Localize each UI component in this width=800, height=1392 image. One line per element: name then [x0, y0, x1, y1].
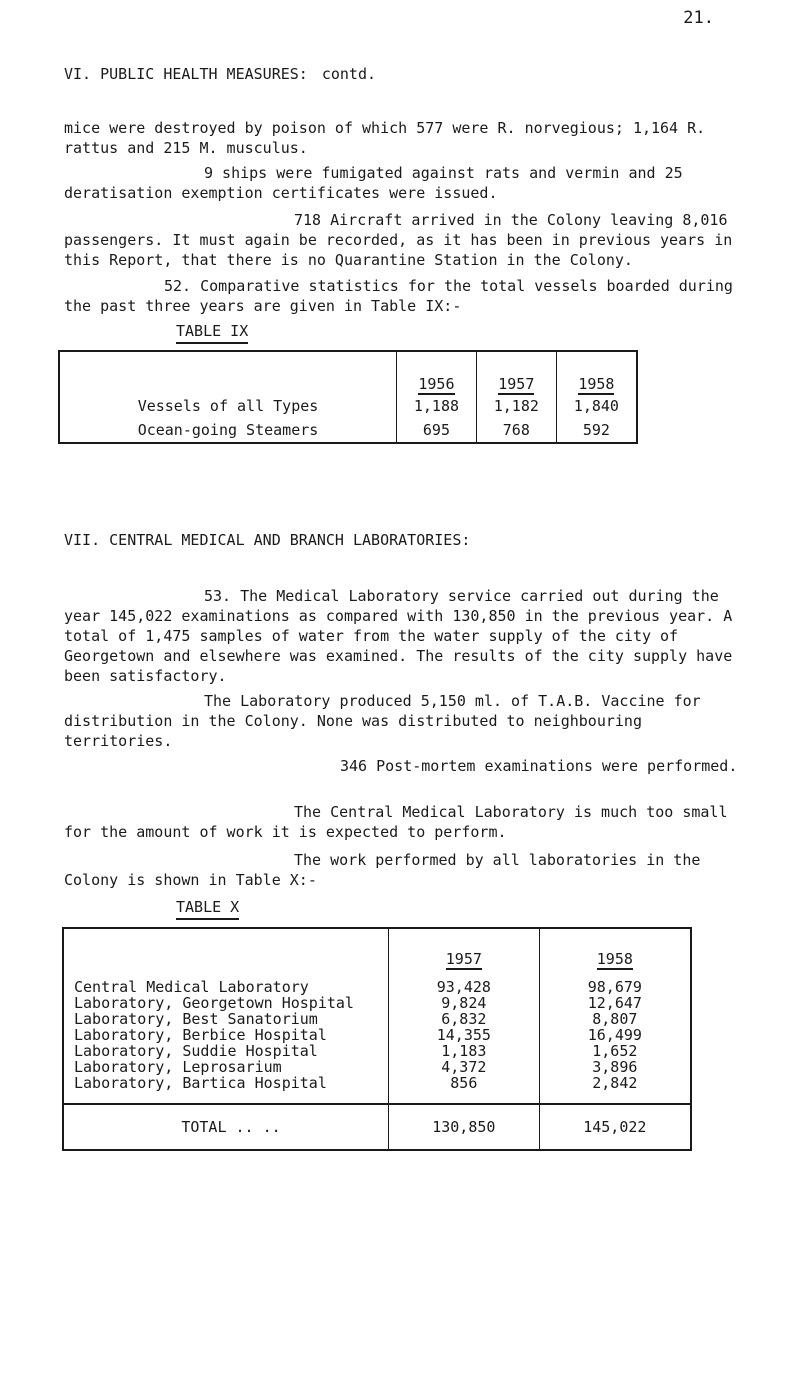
section-6-heading [64, 64, 376, 84]
section-7-paragraph-5: The work performed by all laboratories in the Colony is shown in Table X:- [64, 851, 701, 889]
table-10-cell: 16,499 [587, 1026, 642, 1044]
table-10-total-row [63, 1104, 691, 1150]
section-7-paragraph-3: 346 Post-mortem examinations were performed. [340, 757, 738, 775]
table-10-row-label: Laboratory, Suddie Hospital [74, 1042, 318, 1060]
table-9-col-header: 1956 [397, 351, 477, 394]
table-9-cell: 768 [476, 418, 556, 443]
table-9-header-row [59, 351, 637, 394]
table-10-cell: 12,647 [587, 994, 642, 1012]
table-10-total-cell: 145,022 [539, 1104, 691, 1150]
table-9 [58, 350, 638, 444]
section-6-paragraph-3: 718 Aircraft arrived in the Colony leaving 8,016 passengers. It must again be recorded, as it has been in previous years in this Report, that there is no Quarantine Station in the Colony. [64, 211, 733, 269]
table-10-total-cell: 130,850 [389, 1104, 540, 1150]
section-7-paragraph-2: The Laboratory produced 5,150 ml. of T.A.B. Vaccine for distribution in the Colony. None was distributed to neighbouring territories. [64, 692, 701, 750]
table-10-cell: 9,824 [441, 994, 487, 1012]
table-10-col-header: 1957 [389, 928, 540, 969]
table-10-cell: 8,807 [592, 1010, 638, 1028]
table-10-title-text: TABLE X [176, 898, 239, 920]
table-10-body [63, 969, 691, 1104]
table-10-col-1958 [539, 969, 691, 1104]
table-10-cell: 1,652 [592, 1042, 638, 1060]
table-9-col-header: 1957 [476, 351, 556, 394]
table-10-cell: 3,896 [592, 1058, 638, 1076]
table-10-col-header: 1958 [539, 928, 691, 969]
table-9-col-header: 1958 [556, 351, 637, 394]
table-10-title [176, 897, 239, 917]
section-6-paragraph-4: 52. Comparative statistics for the total vessels boarded during the past three years are given in Table IX:- [64, 277, 733, 315]
table-10-cell: 1,183 [441, 1042, 487, 1060]
table-10-row-label: Laboratory, Leprosarium [74, 1058, 282, 1076]
section-7-paragraph-4: The Central Medical Laboratory is much too small for the amount of work it is expected to perform. [64, 803, 728, 841]
section-7-title: VII. CENTRAL MEDICAL AND BRANCH LABORATORIES: [64, 531, 471, 549]
table-10 [62, 927, 692, 1151]
table-9-cell: 1,182 [476, 394, 556, 418]
section-7-paragraph-1: 53. The Medical Laboratory service carried out during the year 145,022 examinations as compared with 130,850 in the previous year. A total of 1,475 samples of water from the water supply of the city of Georgetown and elsewhere was examined. The results of the city supply have been satisfactory. [64, 587, 733, 685]
page-number: 21. [683, 8, 714, 28]
section-6-title: VI. PUBLIC HEALTH MEASURES: [64, 65, 308, 83]
table-10-row-label: Laboratory, Best Sanatorium [74, 1010, 318, 1028]
table-10-cell: 6,832 [441, 1010, 487, 1028]
table-10-cell: 14,355 [436, 1026, 491, 1044]
table-10-row-label: Central Medical Laboratory [74, 978, 309, 996]
table-10-corner [63, 928, 389, 969]
table-10-cell: 4,372 [441, 1058, 487, 1076]
table-10-labels [63, 969, 389, 1104]
section-6-paragraph-1: mice were destroyed by poison of which 577 were R. norvegious; 1,164 R. rattus and 215 M. musculus. [64, 119, 706, 157]
table-9-corner [59, 351, 397, 394]
table-10-cell: 856 [450, 1074, 478, 1092]
table-9-cell: 1,840 [556, 394, 637, 418]
table-9-row-label: Vessels of all Types [137, 397, 319, 415]
section-6-paragraph-2: 9 ships were fumigated against rats and vermin and 25 deratisation exemption certificates were issued. [64, 164, 683, 202]
section-6-contd: contd. [321, 65, 377, 83]
table-9-row-label: Ocean-going Steamers [137, 421, 319, 439]
table-9-cell: 1,188 [397, 394, 477, 418]
table-10-total-label: TOTAL .. .. [63, 1104, 389, 1150]
table-10-cell: 2,842 [592, 1074, 638, 1092]
table-9-row [59, 394, 637, 418]
table-10-col-1957 [389, 969, 540, 1104]
table-10-cell: 93,428 [436, 978, 491, 996]
section-7-heading [64, 530, 470, 550]
table-9-title [176, 321, 248, 341]
table-10-header-row [63, 928, 691, 969]
table-10-cell: 98,679 [587, 978, 642, 996]
table-9-cell: 695 [397, 418, 477, 443]
table-10-row-label: Laboratory, Georgetown Hospital [74, 994, 354, 1012]
table-9-title-text: TABLE IX [176, 322, 248, 344]
table-10-row-label: Laboratory, Berbice Hospital [74, 1026, 327, 1044]
table-10-row-label: Laboratory, Bartica Hospital [74, 1074, 327, 1092]
table-9-row [59, 418, 637, 443]
table-9-cell: 592 [556, 418, 637, 443]
